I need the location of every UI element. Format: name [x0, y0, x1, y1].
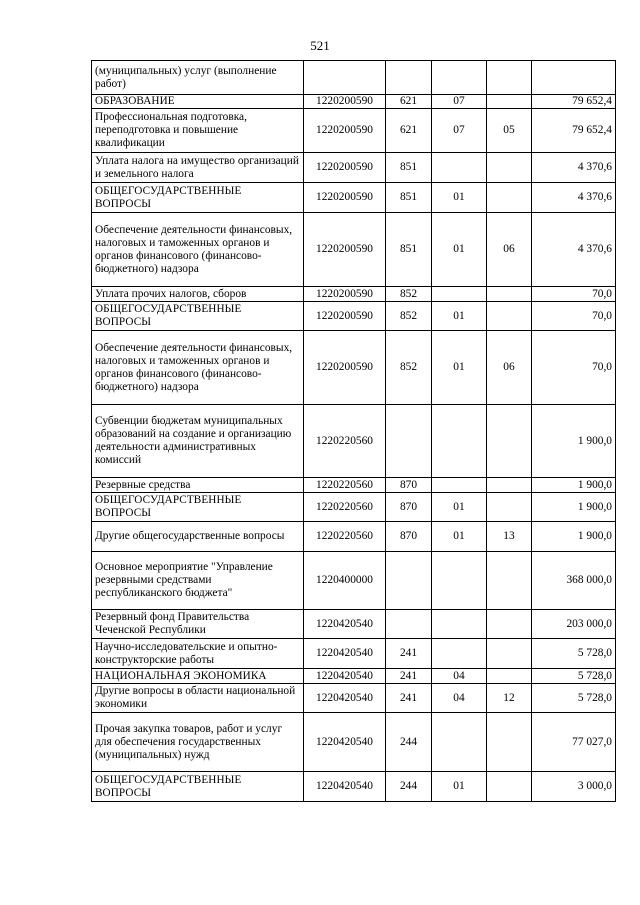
row-subsection: 05: [487, 109, 532, 153]
row-section: [432, 478, 487, 493]
row-amount: 4 370,6: [532, 213, 616, 287]
row-subsection: [487, 183, 532, 213]
row-section: [432, 405, 487, 478]
row-name: Уплата налога на имущество организаций и земельного налога: [92, 153, 304, 183]
row-section: 01: [432, 522, 487, 552]
row-name: НАЦИОНАЛЬНАЯ ЭКОНОМИКА: [92, 669, 304, 684]
row-name: ОБЩЕГОСУДАРСТВЕННЫЕ ВОПРОСЫ: [92, 493, 304, 522]
row-amount: 3 000,0: [532, 772, 616, 802]
row-target-code: 1220220560: [304, 478, 386, 493]
row-expense-type: 621: [386, 95, 432, 109]
row-subsection: [487, 493, 532, 522]
row-expense-type: 621: [386, 109, 432, 153]
row-name: ОБЩЕГОСУДАРСТВЕННЫЕ ВОПРОСЫ: [92, 183, 304, 213]
table-row: [92, 669, 616, 684]
row-section: [432, 153, 487, 183]
row-amount: 5 728,0: [532, 669, 616, 684]
table-row: [92, 331, 616, 405]
row-name: Другие вопросы в области национальной экономики: [92, 684, 304, 713]
row-target-code: 1220200590: [304, 153, 386, 183]
row-expense-type: [386, 405, 432, 478]
table-row: [92, 478, 616, 493]
row-subsection: [487, 302, 532, 331]
table-row: [92, 493, 616, 522]
row-name: Уплата прочих налогов, сборов: [92, 287, 304, 302]
row-subsection: [487, 639, 532, 669]
row-target-code: 1220420540: [304, 610, 386, 639]
row-target-code: 1220420540: [304, 772, 386, 802]
row-subsection: [487, 95, 532, 109]
row-amount: 5 728,0: [532, 684, 616, 713]
row-subsection: 06: [487, 213, 532, 287]
row-name: Резервный фонд Правительства Чеченской Республики: [92, 610, 304, 639]
table-row: [92, 153, 616, 183]
row-amount: 77 027,0: [532, 713, 616, 772]
row-expense-type: 851: [386, 183, 432, 213]
row-name: Основное мероприятие "Управление резервными средствами республиканского бюджета": [92, 552, 304, 610]
row-target-code: 1220420540: [304, 639, 386, 669]
row-name: Обеспечение деятельности финансовых, налоговых и таможенных органов и органов финансового (финансово-бюджетного) надзора: [92, 331, 304, 405]
table-row: [92, 287, 616, 302]
row-name: Другие общегосударственные вопросы: [92, 522, 304, 552]
table-row: [92, 302, 616, 331]
row-subsection: [487, 713, 532, 772]
row-target-code: 1220200590: [304, 213, 386, 287]
row-subsection: [487, 772, 532, 802]
row-expense-type: 241: [386, 639, 432, 669]
row-name: Научно-исследовательские и опытно-конструкторские работы: [92, 639, 304, 669]
row-target-code: 1220200590: [304, 183, 386, 213]
row-target-code: 1220400000: [304, 552, 386, 610]
row-expense-type: 244: [386, 713, 432, 772]
row-target-code: 1220200590: [304, 331, 386, 405]
row-section: 01: [432, 493, 487, 522]
row-expense-type: [386, 610, 432, 639]
row-target-code: 1220420540: [304, 669, 386, 684]
table-row: [92, 713, 616, 772]
row-name: ОБЩЕГОСУДАРСТВЕННЫЕ ВОПРОСЫ: [92, 302, 304, 331]
row-subsection: [487, 478, 532, 493]
table-row: [92, 610, 616, 639]
row-section: 07: [432, 109, 487, 153]
row-amount: 1 900,0: [532, 522, 616, 552]
row-name: (муниципальных) услуг (выполнение работ): [92, 61, 304, 95]
row-name: ОБЩЕГОСУДАРСТВЕННЫЕ ВОПРОСЫ: [92, 772, 304, 802]
row-name: ОБРАЗОВАНИЕ: [92, 95, 304, 109]
row-subsection: 13: [487, 522, 532, 552]
row-target-code: 1220200590: [304, 302, 386, 331]
row-amount: 70,0: [532, 302, 616, 331]
row-expense-type: 870: [386, 522, 432, 552]
row-target-code: 1220220560: [304, 405, 386, 478]
row-section: 01: [432, 183, 487, 213]
table-row: [92, 639, 616, 669]
row-section: [432, 713, 487, 772]
row-amount: 1 900,0: [532, 405, 616, 478]
row-name: Резервные средства: [92, 478, 304, 493]
row-section: 01: [432, 772, 487, 802]
row-amount: [532, 61, 616, 95]
row-section: 01: [432, 302, 487, 331]
table-row: [92, 61, 616, 95]
table-row: [92, 522, 616, 552]
row-section: [432, 61, 487, 95]
row-expense-type: 851: [386, 153, 432, 183]
row-subsection: 06: [487, 331, 532, 405]
row-expense-type: [386, 61, 432, 95]
row-name: Обеспечение деятельности финансовых, налоговых и таможенных органов и органов финансового (финансово-бюджетного) надзора: [92, 213, 304, 287]
row-subsection: [487, 287, 532, 302]
row-amount: 4 370,6: [532, 183, 616, 213]
row-subsection: [487, 61, 532, 95]
table-row: [92, 405, 616, 478]
row-amount: 1 900,0: [532, 493, 616, 522]
row-section: [432, 552, 487, 610]
row-amount: 79 652,4: [532, 95, 616, 109]
row-subsection: [487, 552, 532, 610]
row-expense-type: 852: [386, 331, 432, 405]
row-expense-type: 851: [386, 213, 432, 287]
row-expense-type: 870: [386, 478, 432, 493]
row-expense-type: 241: [386, 669, 432, 684]
row-subsection: [487, 405, 532, 478]
row-expense-type: [386, 552, 432, 610]
row-amount: 4 370,6: [532, 153, 616, 183]
budget-table-body: [92, 61, 616, 802]
budget-table: [91, 60, 616, 802]
row-amount: 70,0: [532, 331, 616, 405]
row-section: 01: [432, 331, 487, 405]
row-section: 04: [432, 669, 487, 684]
row-section: [432, 287, 487, 302]
table-row: [92, 772, 616, 802]
row-expense-type: 244: [386, 772, 432, 802]
row-name: Субвенции бюджетам муниципальных образований на создание и организацию деятельности административных комиссий: [92, 405, 304, 478]
table-row: [92, 183, 616, 213]
row-target-code: 1220220560: [304, 493, 386, 522]
row-section: [432, 639, 487, 669]
row-amount: 5 728,0: [532, 639, 616, 669]
row-expense-type: 852: [386, 287, 432, 302]
row-amount: 1 900,0: [532, 478, 616, 493]
row-amount: 70,0: [532, 287, 616, 302]
row-name: Прочая закупка товаров, работ и услуг для обеспечения государственных (муниципальных) нужд: [92, 713, 304, 772]
row-amount: 203 000,0: [532, 610, 616, 639]
row-subsection: [487, 669, 532, 684]
row-section: 04: [432, 684, 487, 713]
row-amount: 79 652,4: [532, 109, 616, 153]
table-row: [92, 684, 616, 713]
row-expense-type: 870: [386, 493, 432, 522]
row-target-code: 1220200590: [304, 109, 386, 153]
row-subsection: 12: [487, 684, 532, 713]
row-section: 07: [432, 95, 487, 109]
table-row: [92, 552, 616, 610]
row-expense-type: 241: [386, 684, 432, 713]
row-section: [432, 610, 487, 639]
row-target-code: 1220420540: [304, 684, 386, 713]
row-target-code: 1220200590: [304, 95, 386, 109]
page-number: 521: [310, 38, 330, 53]
row-target-code: 1220420540: [304, 713, 386, 772]
row-target-code: 1220200590: [304, 287, 386, 302]
row-target-code: 1220220560: [304, 522, 386, 552]
table-row: [92, 95, 616, 109]
row-section: 01: [432, 213, 487, 287]
row-subsection: [487, 153, 532, 183]
table-row: [92, 109, 616, 153]
row-name: Профессиональная подготовка, переподготовка и повышение квалификации: [92, 109, 304, 153]
row-amount: 368 000,0: [532, 552, 616, 610]
row-expense-type: 852: [386, 302, 432, 331]
row-subsection: [487, 610, 532, 639]
table-row: [92, 213, 616, 287]
row-target-code: [304, 61, 386, 95]
